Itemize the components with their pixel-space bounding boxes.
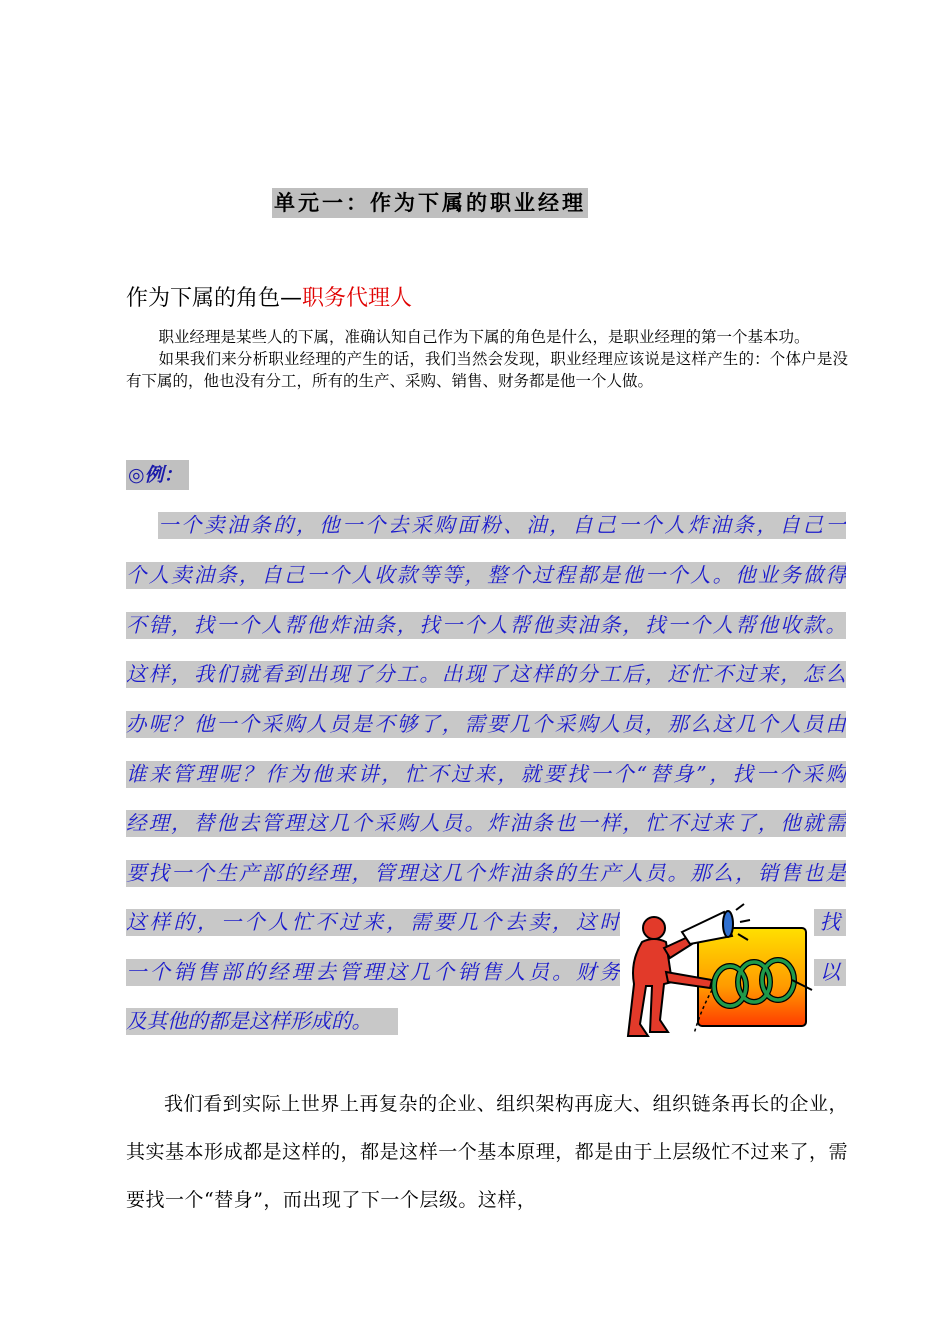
body-paragraph-text: 我们看到实际上世界上再复杂的企业、组织架构再庞大、组织链条再长的企业，其实基本形成都是这样的，都是这样一个基本原理，都是由于上层级忙不过来了，需要找一个“替身”，而出现了下一个层级。这样，	[126, 1093, 848, 1211]
section-heading	[126, 282, 412, 316]
section-heading-highlight: 职务代理人	[302, 286, 413, 311]
unit-title: 单元一：作为下属的职业经理	[272, 188, 588, 218]
example-line: 及其他的都是这样形成的。	[126, 1008, 398, 1035]
body-paragraph	[126, 1080, 848, 1224]
example-line: 不错，找一个人帮他炸油条，找一个人帮他卖油条，找一个人帮他收款。	[126, 613, 846, 637]
megaphone-person-clipart-icon	[620, 902, 816, 1040]
example-line: 办呢？他一个采购人员是不够了，需要几个采购人员，那么这几个人员由	[126, 712, 846, 736]
example-line-end: 以	[814, 959, 846, 986]
intro-text	[126, 326, 848, 392]
example-line: 这样的，一个人忙不过来，需要几个去卖，这时	[126, 910, 620, 934]
example-line: 经理，替他去管理这几个采购人员。炸油条也一样，忙不过来了，他就需	[126, 811, 846, 835]
example-line: 一个销售部的经理去管理这几个销售人员。财务	[126, 960, 620, 984]
intro-paragraph: 如果我们来分析职业经理的产生的话，我们当然会发现，职业经理应该说是这样产生的：个体户是没有下属的，他也没有分工，所有的生产、采购、销售、财务都是他一个人做。	[126, 350, 848, 390]
example-line-end: 找	[814, 909, 846, 936]
example-line: 一个卖油条的，他一个去采购面粉、油，自己一个人炸油条，自己一	[158, 513, 846, 537]
section-heading-text: 作为下属的角色—	[126, 286, 303, 311]
example-line: 谁来管理呢？作为他来讲，忙不过来，就要找一个“替身”，找一个采购	[126, 762, 846, 786]
example-line: 这样，我们就看到出现了分工。出现了这样的分工后，还忙不过来，怎么	[126, 662, 846, 686]
example-line: 要找一个生产部的经理，管理这几个炸油条的生产人员。那么，销售也是	[126, 861, 846, 885]
example-label: ◎例：	[126, 460, 189, 490]
example-line: 个人卖油条，自己一个人收款等等，整个过程都是他一个人。他业务做得	[126, 563, 846, 587]
intro-paragraph: 职业经理是某些人的下属，准确认知自己作为下属的角色是什么，是职业经理的第一个基本功。	[158, 328, 810, 346]
